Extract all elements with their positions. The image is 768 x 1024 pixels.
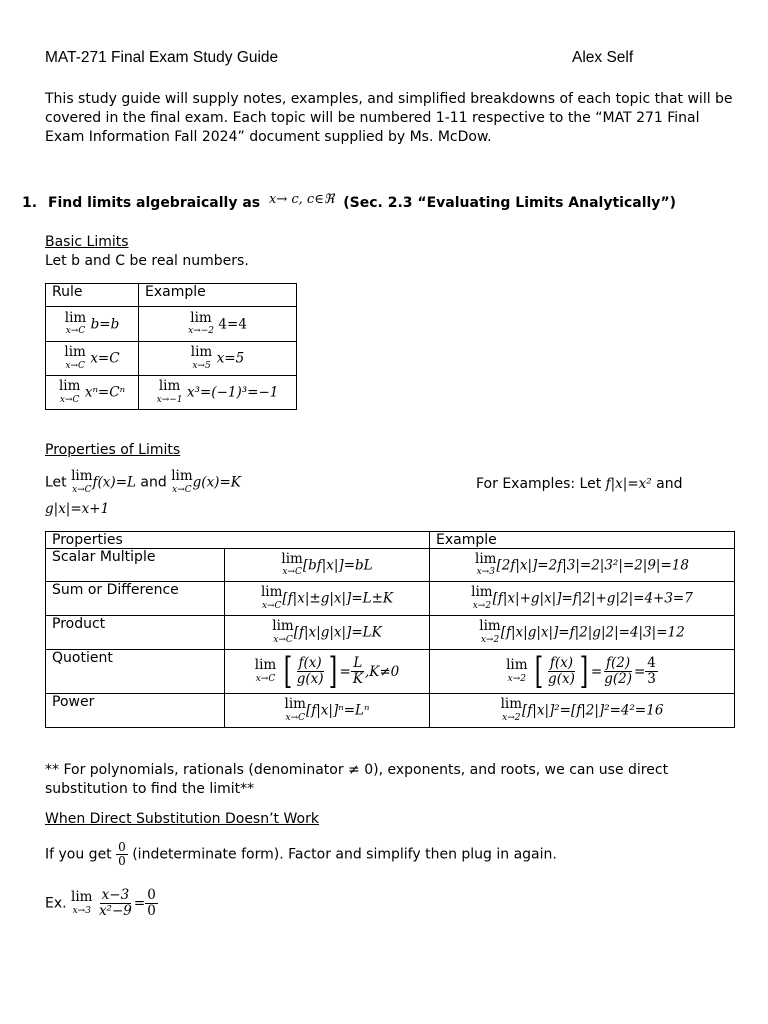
- table-row: Quotient lim x→C [ $\frac{f(x)}{g(x)}$ ] = $\frac{L}{K}$ ,K≠0 lim x→2 [ $\frac{f(x)}{g(x)}$ ] = $\frac{f(2)}{g(2)}$ = $\frac{4}{3}$: [46, 650, 735, 694]
- properties-table: [45, 531, 735, 728]
- properties-heading: Properties of Limits: [45, 442, 181, 458]
- basic-limits-note: Let b and C be real numbers.: [45, 253, 249, 269]
- table-header: Example: [139, 284, 297, 307]
- when-direct-substitution-heading: When Direct Substitution Doesn’t Work: [45, 811, 319, 827]
- section-reference: (Sec. 2.3 “Evaluating Limits Analytically”): [343, 195, 677, 211]
- property-name: Power: [46, 694, 225, 728]
- indeterminate-line: If you get $\frac{0}{0}$ (indeterminate form). Factor and simplify then plug in again.: [45, 840, 557, 869]
- table-row: Product lim x→C [f|x|g|x|]=LK lim x→2 [f|x|g|x|]=f|2|g|2|=4|3|=12: [46, 616, 735, 650]
- section-number: 1.: [22, 195, 38, 211]
- properties-definition: Let lim x→C f(x)=L and lim x→C g(x)=K: [45, 468, 241, 495]
- intro-paragraph: This study guide will supply notes, examples, and simplified breakdowns of each topic that will be covered in the final exam. Each topic will be numbered 1-11 respective to the “MAT 271 Final Exam Information Fall 2024” document supplied by Ms. McDow.: [45, 91, 733, 145]
- table-row: Power lim x→C [f|x|]ⁿ=Lⁿ lim x→2 [f|x|]²=[f|2|]²=4²=16: [46, 694, 735, 728]
- document-title: MAT-271 Final Exam Study Guide: [45, 49, 279, 66]
- section-heading: [22, 192, 677, 211]
- g-definition: g|x|=x+1: [45, 501, 110, 517]
- section-title-math: x→ c, c∈ℜ: [268, 192, 335, 207]
- examples-definition: For Examples: Let f|x|=x² and: [476, 476, 683, 492]
- table-header: Properties: [46, 532, 430, 549]
- property-name: Scalar Multiple: [46, 549, 225, 582]
- direct-substitution-note: ** For polynomials, rationals (denominator ≠ 0), exponents, and roots, we can use direct substitution to find the limit**: [45, 762, 669, 797]
- table-header: Rule: [46, 284, 139, 307]
- author-name: Alex Self: [572, 49, 634, 66]
- basic-limits-heading: Basic Limits: [45, 234, 129, 250]
- table-row: lim x→C b=b lim x→−2 4=4: [46, 307, 297, 342]
- property-name: Sum or Difference: [46, 582, 225, 616]
- table-row: lim x→C x=C lim x→5 x=5: [46, 342, 297, 376]
- table-row: Sum or Difference lim x→C [f|x|±g|x|]=L±K lim x→2 [f|x|+g|x|]=f|2|+g|2|=4+3=7: [46, 582, 735, 616]
- table-header: Example: [430, 532, 735, 549]
- basic-limits-table: [45, 283, 297, 410]
- property-name: Quotient: [46, 650, 225, 694]
- example-line: Ex. lim x→3 $\frac{x-3}{\text{x²−9}}$ = $\frac{0}{0}$: [45, 887, 156, 919]
- property-name: Product: [46, 616, 225, 650]
- table-row: Scalar Multiple lim x→C [bf|x|]=bL lim x→3 [2f|x|]=2f|3|=2|3²|=2|9|=18: [46, 549, 735, 582]
- table-row: lim x→C xⁿ=Cⁿ lim x→−1 x³=(−1)³=−1: [46, 376, 297, 410]
- section-title: Find limits algebraically as: [47, 195, 261, 211]
